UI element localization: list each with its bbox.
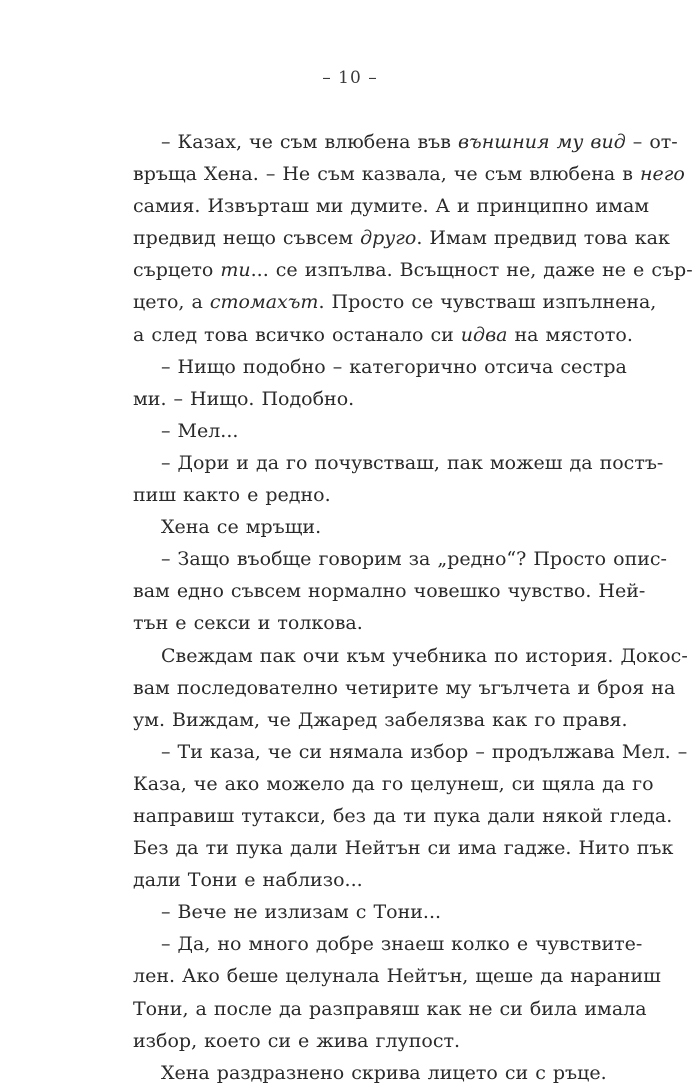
italic-text: стомахът: [209, 291, 319, 314]
text-segment: вам едно съвсем нормално човешко чувство. Ней-: [133, 580, 646, 603]
text-line: [133, 383, 579, 415]
text-segment: Каза, че ако можело да го целунеш, си щяла да го: [133, 772, 654, 795]
text-line: [133, 864, 579, 896]
text-line: [133, 479, 579, 511]
text-line: [133, 158, 685, 190]
text-segment: пиш както е редно.: [133, 484, 331, 507]
text-segment: Свеждам пак очи към учебника по история. Докос-: [161, 644, 688, 667]
text-segment: направиш тутакси, без да ти пука дали някой гледа.: [133, 804, 673, 827]
text-segment: самия. Извърташ ми думите. А и принципно имам: [133, 195, 650, 218]
text-line: [133, 993, 647, 1025]
text-segment: вам последователно четирите му ъгълчета и броя на: [133, 676, 676, 699]
text-segment: цето, а: [133, 291, 210, 314]
text-line: [133, 928, 643, 960]
text-segment: . Имам предвид това как: [416, 227, 670, 250]
body-text: [133, 126, 693, 1089]
text-line: [133, 896, 579, 928]
text-segment: предвид нещо съвсем: [133, 227, 361, 250]
italic-text: идва: [460, 323, 508, 346]
text-segment: избор, което си е жива глупост.: [133, 1029, 461, 1052]
text-line: [133, 832, 674, 864]
text-segment: ... се изпълва. Всъщност не, даже не е сър-: [250, 259, 693, 282]
text-segment: – Нищо подобно – категорично отсича сестра: [161, 355, 627, 378]
italic-text: него: [639, 163, 685, 186]
text-line: [133, 768, 654, 800]
text-segment: Хена раздразнено скрива лицето си с ръце.: [161, 1061, 607, 1084]
text-segment: – Защо въобще говорим за „редно“? Просто опис-: [161, 548, 667, 571]
text-line: [133, 190, 650, 222]
text-segment: тън е секси и толкова.: [133, 612, 363, 635]
text-line: [133, 575, 646, 607]
text-segment: . Просто се чувстваш изпълнена,: [318, 291, 657, 314]
text-segment: – Казах, че съм влюбена във: [161, 131, 458, 153]
text-segment: – от-: [625, 131, 678, 153]
text-line: [133, 415, 579, 447]
text-segment: ми. – Нищо. Подобно.: [133, 387, 355, 410]
text-segment: – Да, но много добре знаеш колко е чувствите-: [161, 933, 643, 956]
text-line: [133, 607, 579, 639]
text-segment: – Дори и да го почувстваш, пак можеш да постъ-: [161, 451, 664, 474]
italic-text: външния му вид: [458, 131, 626, 153]
text-line: [133, 126, 678, 158]
text-line: [133, 672, 676, 704]
text-line: [133, 640, 688, 672]
text-line: [133, 736, 688, 768]
text-segment: а след това всичко останало си: [133, 323, 461, 346]
text-line: [133, 286, 657, 318]
text-segment: връща Хена. – Не съм казвала, че съм влюбена в: [133, 163, 640, 186]
text-segment: Без да ти пука дали Нейтън си има гадже. Нито пък: [133, 837, 674, 860]
text-segment: Тони, а после да разправяш как не си била имала: [133, 997, 647, 1020]
text-segment: – Мел...: [161, 419, 239, 442]
text-segment: лен. Ако беше целунала Нейтън, щеше да нараниш: [133, 965, 661, 988]
text-segment: на мястото.: [507, 323, 633, 346]
text-segment: ум. Виждам, че Джаред забелязва как го правя.: [133, 708, 628, 731]
italic-text: ти: [220, 259, 251, 282]
text-segment: – Вече не излизам с Тони...: [161, 901, 442, 924]
text-line: [133, 447, 664, 479]
text-line: [133, 511, 579, 543]
italic-text: друго: [360, 227, 417, 250]
text-line: [133, 254, 693, 286]
text-line: [133, 800, 673, 832]
text-segment: дали Тони е наблизо...: [133, 869, 363, 892]
text-line: [133, 960, 661, 992]
text-line: [133, 1025, 579, 1057]
text-segment: сърцето: [133, 259, 221, 282]
text-line: [133, 704, 628, 736]
text-line: [133, 351, 627, 383]
text-line: [133, 543, 667, 575]
page-number: – 10 –: [322, 68, 378, 88]
text-line: [133, 319, 633, 351]
text-segment: – Ти каза, че си нямала избор – продължава Мел. –: [161, 740, 688, 763]
text-segment: Хена се мръщи.: [161, 516, 322, 539]
text-line: [133, 222, 670, 254]
text-line: [133, 1057, 607, 1089]
